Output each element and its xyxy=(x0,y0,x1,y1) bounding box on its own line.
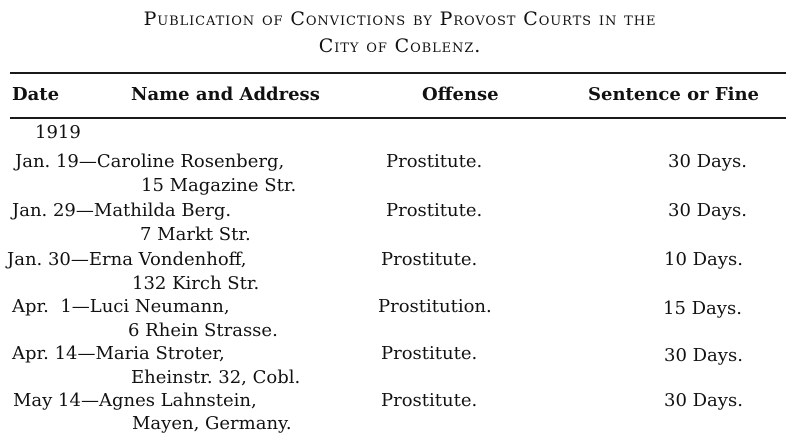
row-entry: Apr. 1—Luci Neumann, xyxy=(12,296,230,317)
row-offense: Prostitute. xyxy=(386,200,483,221)
column-header-sentence: Sentence or Fine xyxy=(588,84,759,105)
row-address: Mayen, Germany. xyxy=(132,413,292,434)
column-header-offense: Offense xyxy=(422,84,499,105)
document-title-line-2: City of Coblenz. xyxy=(318,35,482,57)
row-address: 7 Markt Str. xyxy=(140,224,251,245)
row-sentence: 15 Days. xyxy=(663,298,742,319)
row-entry: Jan. 19—Caroline Rosenberg, xyxy=(15,151,285,172)
row-sentence: 30 Days. xyxy=(664,345,743,366)
column-header-date: Date xyxy=(12,84,60,105)
row-sentence: 30 Days. xyxy=(668,200,747,221)
row-entry: Jan. 29—Mathilda Berg. xyxy=(12,200,232,221)
row-address: 15 Magazine Str. xyxy=(141,175,297,196)
column-header-name-address: Name and Address xyxy=(131,84,320,105)
year-label: 1919 xyxy=(35,122,81,143)
row-address: 6 Rhein Strasse. xyxy=(128,320,278,341)
row-sentence: 10 Days. xyxy=(664,249,743,270)
row-sentence: 30 Days. xyxy=(664,390,743,411)
row-offense: Prostitution. xyxy=(378,296,492,317)
row-offense: Prostitute. xyxy=(381,390,478,411)
row-address: Eheinstr. 32, Cobl. xyxy=(131,367,301,388)
row-entry: Apr. 14—Maria Stroter, xyxy=(12,343,225,364)
row-offense: Prostitute. xyxy=(381,249,478,270)
row-entry: May 14—Agnes Lahnstein, xyxy=(13,390,257,411)
row-address: 132 Kirch Str. xyxy=(132,273,260,294)
document-title-line-1: Publication of Convictions by Provost Courts in the xyxy=(143,8,657,30)
header-bottom-rule xyxy=(10,117,786,119)
row-offense: Prostitute. xyxy=(386,151,483,172)
table-top-rule xyxy=(10,72,786,74)
row-offense: Prostitute. xyxy=(381,343,478,364)
row-sentence: 30 Days. xyxy=(668,151,747,172)
row-entry: Jan. 30—Erna Vondenhoff, xyxy=(7,249,247,270)
